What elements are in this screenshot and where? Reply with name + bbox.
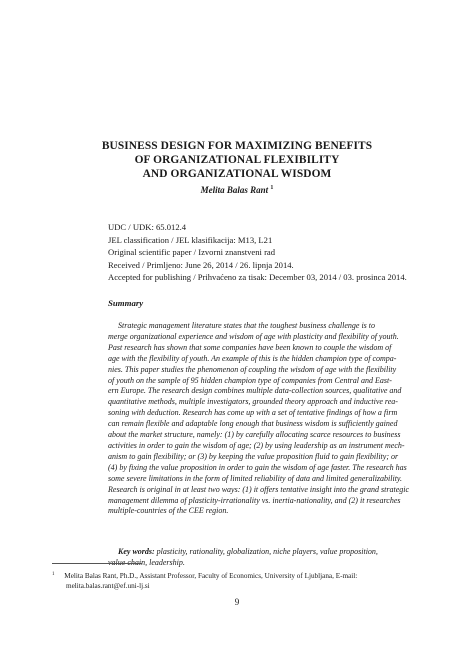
meta-received: Received / Primljeno: June 26, 2014 / 26. lipnja 2014.: [108, 259, 294, 270]
abstract-line: soning with deduction. Research has come up with a set of tentative findings of how a firm: [108, 408, 398, 418]
article-metadata: [108, 221, 407, 284]
abstract-line: some severe limitations in the form of limited reliability of data and limited generalizability.: [108, 473, 403, 483]
footnote-email: melita.balas.rant@ef.uni-lj.si: [66, 582, 150, 591]
paper-title: [60, 139, 414, 181]
abstract-line: age with the flexibility of youth. An example of this is the hidden champion type of compa-: [108, 353, 397, 363]
keywords-list: plasticity, rationality, globalization, niche players, value proposition,: [156, 547, 378, 556]
author-name: Melita Balas Rant: [200, 185, 269, 195]
abstract-line: multiple-countries of the CEE region.: [108, 506, 229, 516]
keywords-line: [108, 547, 408, 558]
abstract-line: of youth on the sample of 95 hidden champion type of companies from Central and East-: [108, 375, 392, 385]
abstract-line: about the market structure, namely: (1) by carefully allocating scarce resources to business: [108, 430, 401, 440]
abstract-line: ern Europe. The research design combines multiple data-collection sources, qualitative and: [108, 386, 402, 396]
meta-jel: JEL classification / JEL klasifikacija: M13, L21: [108, 234, 273, 245]
keywords-label: Key words:: [118, 547, 155, 556]
author-line: [0, 185, 474, 195]
keywords-line: value chain, leadership.: [108, 557, 185, 567]
abstract-line: can remain flexible and adaptable long enough that business wisdom is sufficiently gained: [108, 419, 398, 429]
abstract-line: anism to gain flexibility; or (3) by keeping the value proposition fluid to gain flexibility; or: [108, 451, 399, 461]
abstract-body: [108, 321, 408, 517]
footnote-divider: [52, 563, 142, 564]
page-number: 9: [234, 597, 240, 607]
footnote-text: Melita Balas Rant, Ph.D., Assistant Professor, Faculty of Economics, University of Ljubljana, E-mail:: [64, 572, 358, 581]
abstract-line: activities in order to gain the wisdom of age; (2) by using leadership as an instrument mech-: [108, 440, 405, 450]
title-line: OF ORGANIZATIONAL FLEXIBILITY: [134, 154, 340, 166]
meta-paper-type: Original scientific paper / Izvorni znanstveni rad: [108, 247, 276, 258]
abstract-line: Research is original in at least two ways: (1) it offers tentative insight into the grand strategic: [108, 484, 410, 494]
keywords: [108, 547, 408, 569]
summary-heading: Summary: [108, 298, 144, 308]
abstract-line: merge organizational experience and wisdom of age with plasticity and flexibility of youth.: [108, 331, 399, 341]
title-line: AND ORGANIZATIONAL WISDOM: [142, 168, 332, 180]
meta-udc: UDC / UDK: 65.012.4: [108, 222, 187, 232]
abstract-line: (4) by fixing the value proposition in order to gain the wisdom of age faster. The research has: [108, 462, 407, 472]
footnote: [52, 570, 357, 591]
author-footnote-mark: 1: [270, 185, 274, 191]
meta-accepted: Accepted for publishing / Prihvaćeno za tisak: December 03, 2014 / 03. prosinca 2014.: [108, 272, 407, 283]
title-line: BUSINESS DESIGN FOR MAXIMIZING BENEFITS: [101, 140, 373, 152]
abstract-line: quantitative methods, multiple investigators, grounded theory approach and inductive rea-: [108, 397, 398, 407]
abstract-line: nies. This paper studies the phenomenon of coupling the wisdom of age with the flexibility: [108, 364, 397, 374]
abstract-line: Strategic management literature states that the toughest business challenge is to: [118, 321, 376, 330]
abstract-line: Past research has shown that some companies have been known to couple the wisdom of: [108, 342, 392, 352]
footnote-mark: 1: [52, 572, 55, 577]
footnote-line: [52, 570, 357, 581]
abstract-line: management dilemma of plasticity-irrationality vs. inertia-nationality, and (2) it researches: [108, 495, 401, 505]
